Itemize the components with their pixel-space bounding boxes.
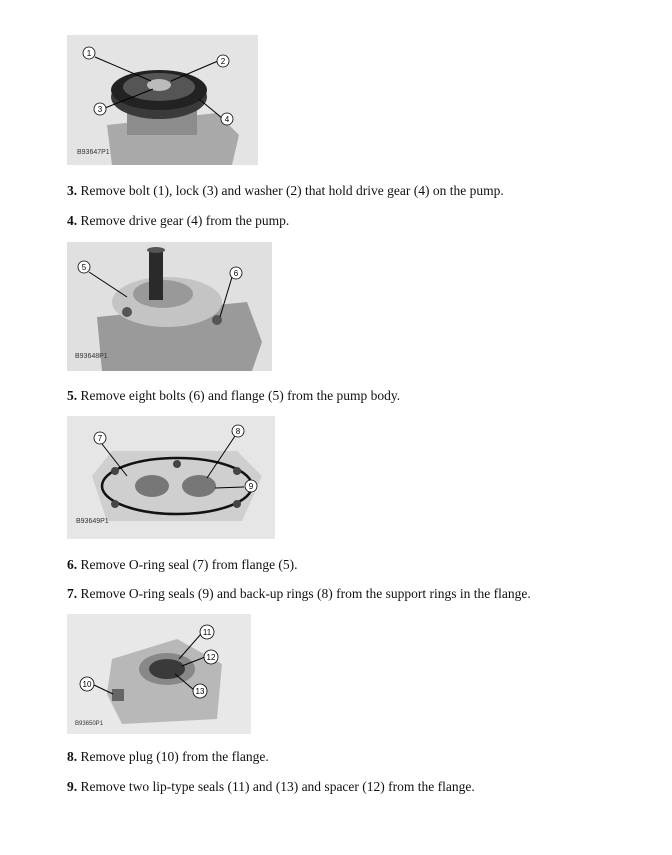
callout-7: 7 bbox=[97, 434, 103, 443]
step-5 bbox=[67, 388, 400, 404]
step-9 bbox=[67, 779, 475, 795]
callout-2: 2 bbox=[220, 57, 226, 66]
step-8 bbox=[67, 749, 269, 765]
figure-code: B93647P1 bbox=[77, 149, 110, 156]
step-7 bbox=[67, 586, 531, 602]
callout-6: 6 bbox=[233, 269, 239, 278]
callout-1: 1 bbox=[86, 49, 92, 58]
step-number: 4. bbox=[67, 213, 78, 228]
figure-flange-oring bbox=[67, 416, 275, 539]
figure-code: B93650P1 bbox=[75, 721, 104, 727]
callout-3: 3 bbox=[97, 105, 103, 114]
step-text: Remove drive gear (4) from the pump. bbox=[80, 213, 290, 228]
step-6 bbox=[67, 557, 298, 573]
callout-10: 10 bbox=[82, 680, 92, 689]
callout-4: 4 bbox=[224, 115, 230, 124]
step-text: Remove O-ring seal (7) from flange (5). bbox=[80, 557, 298, 572]
callout-9: 9 bbox=[248, 482, 254, 491]
step-number: 3. bbox=[67, 183, 78, 198]
step-text: Remove bolt (1), lock (3) and washer (2) that hold drive gear (4) on the pump. bbox=[80, 183, 504, 198]
step-number: 7. bbox=[67, 586, 78, 601]
figure-flange-seals bbox=[67, 614, 251, 734]
figure-drive-gear bbox=[67, 35, 258, 165]
step-4 bbox=[67, 213, 289, 229]
step-number: 8. bbox=[67, 749, 78, 764]
step-text: Remove O-ring seals (9) and back-up rings (8) from the support rings in the flange. bbox=[80, 586, 531, 601]
callout-5: 5 bbox=[81, 263, 87, 272]
step-text: Remove eight bolts (6) and flange (5) from the pump body. bbox=[80, 388, 401, 403]
step-text: Remove plug (10) from the flange. bbox=[80, 749, 269, 764]
step-number: 6. bbox=[67, 557, 78, 572]
figure-code: B93648P1 bbox=[75, 353, 108, 360]
callout-13: 13 bbox=[195, 687, 205, 696]
callout-12: 12 bbox=[206, 653, 216, 662]
callout-8: 8 bbox=[235, 427, 241, 436]
step-3 bbox=[67, 183, 504, 199]
figure-code: B93649P1 bbox=[76, 518, 109, 525]
figure-flange-shaft bbox=[67, 242, 272, 371]
callout-11: 11 bbox=[202, 628, 212, 637]
step-text: Remove two lip-type seals (11) and (13) and spacer (12) from the flange. bbox=[80, 779, 475, 794]
step-number: 5. bbox=[67, 388, 78, 403]
step-number: 9. bbox=[67, 779, 78, 794]
